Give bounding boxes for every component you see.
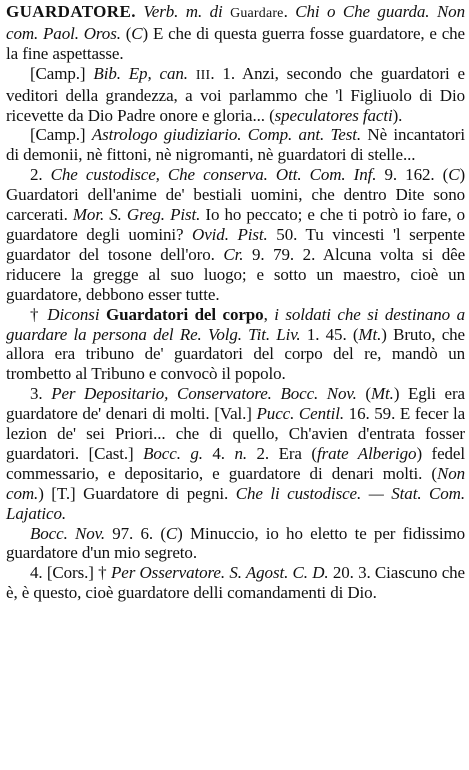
entry-text: Nè incantatori di demonii, nè fittoni, nè nigromanti, nè guardatori di stelle... — [6, 125, 465, 165]
entry-text: † — [30, 304, 48, 324]
entry-text — [188, 64, 196, 83]
entry-text: . 1. Anzi, secondo che guardatori e veditori della grandezza, a voi parlammo che 'l Figliuolo di Dio ricevette da Dio Padre onore e gloria... ( — [6, 63, 466, 125]
entry-italic-text: Per Osservatore. S. Agost. C. D. — [110, 563, 329, 583]
entry-italic-text: C — [131, 23, 143, 43]
entry-text: 2. Era ( — [247, 443, 317, 463]
entry-italic-text: C — [165, 523, 178, 543]
entry-text: , — [263, 304, 275, 324]
entry-sense-paragraph — [6, 64, 465, 126]
entry-text: 9. 162. ( — [376, 165, 449, 185]
entry-text: ( — [120, 23, 132, 43]
entry-headword: GUARDATORE. — [6, 2, 136, 21]
entry-text: 2. — [30, 165, 51, 185]
entry-italic-text: Bocc. g. — [143, 443, 203, 463]
entry-text: ). — [392, 105, 403, 125]
entry-italic-text: Ovid. Pist. — [192, 224, 268, 244]
entry-text: ) Bruto, che allora era tribuno de' guardatori del corpo del re, mandò un trombetto al Tribuno e convocò il popolo. — [6, 324, 466, 384]
entry-text: ) Egli era guardatore de' denari di molti. [Val.] — [6, 384, 466, 424]
entry-sense-paragraph — [6, 125, 465, 165]
entry-text: . — [283, 2, 296, 21]
entry-text: ) E che di questa guerra fosse guardatore, e che la fine aspettasse. — [6, 23, 465, 63]
entry-italic-text: i soldati che si destinano a guardare la persona del Re. Volg. Tit. Liv. — [6, 304, 465, 344]
entry-italic-text: speculatores facti — [274, 105, 393, 125]
entry-text: 20. 3. Ciascuno che è, è questo, cioè guardatore delli comandamenti di Dio. — [6, 563, 465, 603]
entry-italic-text: Diconsi — [47, 304, 106, 324]
entry-text: 3. — [30, 384, 52, 404]
entry-italic-text: Per Depositario, Conservatore. Bocc. Nov. — [51, 384, 357, 404]
entry-sense-paragraph — [6, 524, 465, 564]
entry-text: 97. 6. ( — [104, 523, 166, 543]
entry-sense-paragraph — [6, 384, 465, 523]
entry-italic-text: Verb. m. di — [143, 2, 231, 21]
entry-text: 1. 45. ( — [300, 324, 359, 344]
entry-italic-text: Mt. — [370, 384, 394, 404]
entry-italic-text: Chi o Che guarda. Non com. Paol. Oros. — [6, 2, 465, 43]
entry-italic-text: Bib. Ep, can. — [93, 63, 188, 83]
entry-italic-text: Che li custodisce. — Stat. Com. Lajatico. — [6, 483, 465, 523]
entry-italic-text: C — [448, 165, 460, 185]
entry-italic-text: frate Alberigo — [316, 443, 417, 463]
entry-text: [Camp.] — [30, 63, 94, 83]
entry-text: ) Minuccio, io ho eletto te per fidissimo guardatore d'un mio segreto. — [6, 523, 465, 563]
entry-text: ) fedel commessario, e depositario, e guardatore di denari molti. ( — [6, 443, 465, 483]
entry-italic-text: Mor. S. Greg. Pist. — [72, 205, 201, 225]
entry-text: 4. [Cors.] † — [30, 563, 111, 583]
entry-italic-text: Mt. — [358, 324, 382, 344]
entry-italic-text: Pucc. Centil. — [256, 404, 345, 424]
entry-italic-text: Che custodisce, Che conserva. Ott. Com. Inf. — [50, 165, 377, 185]
dictionary-entry-guardatore — [6, 2, 465, 603]
entry-italic-text: Non com. — [6, 463, 465, 503]
entry-sense-paragraph — [6, 165, 465, 304]
entry-headword-paragraph — [6, 2, 465, 64]
entry-text: ) [T.] Guardatore di pegni. — [38, 483, 236, 503]
entry-sense-paragraph — [6, 563, 465, 603]
entry-text: 16. 59. E fecer la lezion de' sei Priori... che di quello, Ch'avien d'entrata fosser guardatori. [Cast.] — [6, 404, 466, 463]
entry-bold-term: Guardatori del corpo — [105, 304, 264, 324]
entry-text: ) Guardatori dell'anime de' bestiali uomini, che dentro Dite sono carcerati. — [6, 165, 465, 225]
entry-italic-text: Bocc. Nov. — [30, 523, 105, 543]
entry-small-caps-text: III — [195, 67, 211, 83]
entry-small-caps-text: Guardare — [230, 6, 284, 21]
entry-text: ( — [356, 384, 371, 404]
entry-sense-paragraph — [6, 305, 465, 385]
entry-italic-text: n. — [234, 443, 248, 463]
entry-text: 9. 79. 2. Alcuna volta si dêe riducere la gregge al suo luogo; e sotto un maestro, cioè un guardatore, debbono esser tutte. — [6, 244, 466, 304]
entry-text: Io ho peccato; e che ti potrò io fare, o guardatore degli uomini? — [6, 205, 466, 244]
entry-italic-text: Astrologo giudiziario. Comp. ant. Test. — [91, 125, 362, 145]
entry-text: [Camp.] — [30, 125, 92, 145]
entry-text: 4. — [202, 443, 235, 463]
entry-text: 50. Tu vincesti 'l serpente guardator del tosone dell'oro. — [6, 224, 465, 264]
entry-italic-text: Cr. — [223, 244, 244, 264]
